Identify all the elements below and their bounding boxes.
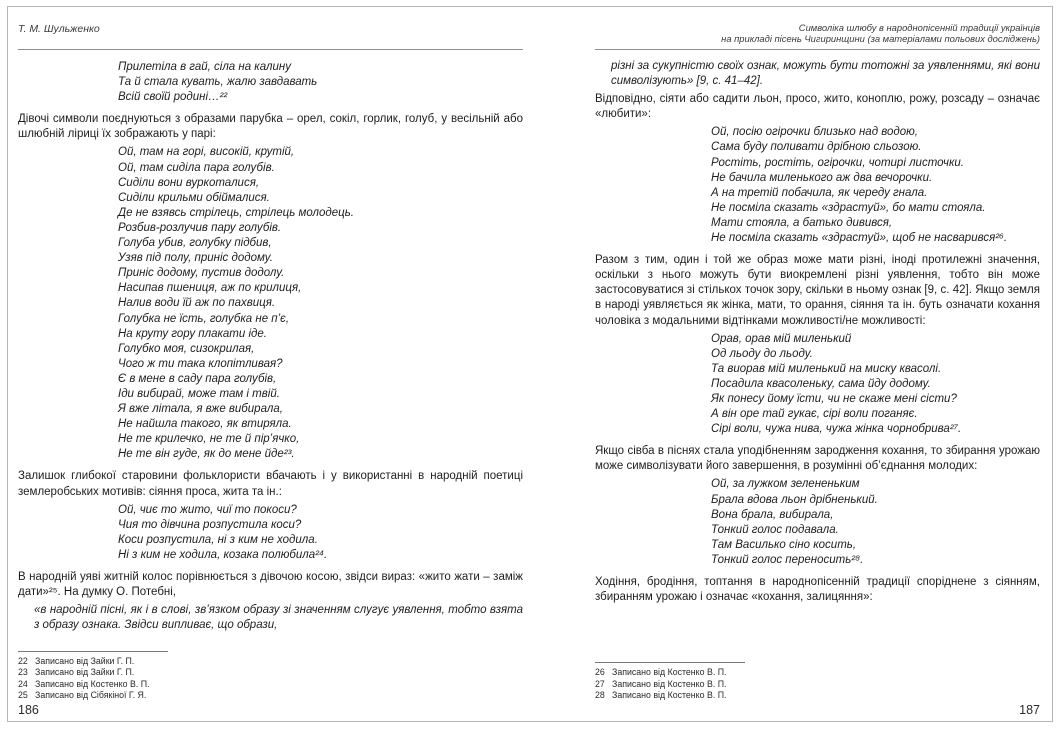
verse-line: Сиділи крильми обіймалися.: [118, 191, 270, 204]
verse-line: Голубко моя, сизокрилая,: [118, 342, 255, 355]
page-content-left: [18, 58, 523, 636]
verse-line: Я вже літала, я вже вибирала,: [118, 403, 283, 416]
footnote-number: 26: [595, 667, 605, 678]
verse-line: Брала вдова льон дрібненький.: [711, 493, 878, 506]
verse-line: Та й стала кувать, жалю завдавать: [118, 76, 318, 89]
verse-line: Вона брала, вибирала,: [711, 508, 834, 521]
verse-line: Посадила квасоленьку, сама йду додому.: [711, 377, 931, 390]
verse-line: Ой, за лужком зелененьким: [711, 478, 860, 491]
verse-line: Як понесу йому їсти, чи не скаже мені сісти?: [711, 392, 957, 405]
verse-line: Голуба убив, голубку підбив,: [118, 237, 272, 250]
verse-line: Не те він гуде, як до мене йде²³.: [118, 448, 295, 461]
footnote-list: [18, 656, 523, 701]
verse-line: Розбив-розлучив пару голубів.: [118, 221, 282, 234]
body-paragraph: Відповідно, сіяти або садити льон, просо, жито, коноплю, рожу, розсаду – означає «любити»:: [595, 93, 1040, 121]
verse-block: [711, 477, 1040, 568]
footnote: [595, 690, 1040, 701]
verse-line: Коси розпустила, ні з ким не ходила.: [118, 533, 318, 546]
verse-line: Ой, посію огірочки близько над водою,: [711, 126, 918, 139]
verse-line: Тонкий голос подавала.: [711, 523, 839, 536]
footnote-number: 23: [18, 667, 28, 678]
body-paragraph: В народній уяві житній колос порівнюється з дівочою косою, звідси вираз: «жито жати – заміж дати»²⁵. На думку О. Потебні,: [18, 571, 523, 599]
page-left: [18, 14, 523, 717]
footnote-number: 28: [595, 689, 605, 700]
footnote: [595, 679, 1040, 690]
footnote-number: 22: [18, 656, 28, 667]
footnote-rule: [595, 662, 745, 663]
verse-line: Не найшла такого, як втиряла.: [118, 418, 292, 431]
footnote-list: [595, 667, 1040, 701]
body-paragraph: Залишок глибокої старовини фольклористи вбачають і у використанні в народній поетиці землеробських мотивів: сіяння проса, жита та ін.:: [18, 470, 523, 498]
body-paragraph: Разом з тим, один і той же образ може мати різні, іноді протилежні значення, оскільки з нього можуть бути виокремлені різні уявлення, тобто він може застосовуватися зі стількох точок зору, скільки в ньому ознак [9, с. 42]. Якщо земля в народі уявляється як жінка, мати, то орання, сіяння та ін. буть означати кохання чоловіка з модальними відтінками можливості/не можливості:: [595, 254, 1040, 327]
verse-line: Ой, там на горі, високій, крутій,: [118, 146, 295, 159]
verse-line: Тонкий голос переносить²⁸.: [711, 553, 864, 566]
footnote-text: Записано від Зайки Г. П.: [35, 656, 135, 667]
verse-line: Орав, орав мій миленький: [711, 332, 852, 345]
footnote: [18, 656, 523, 667]
page-number-left: 186: [18, 703, 39, 717]
verse-line: Чого ж ти така клопітливая?: [118, 357, 283, 370]
verse-line: Од льоду до льоду.: [711, 347, 813, 360]
verse-line: На круту гору плакати іде.: [118, 327, 267, 340]
verse-line: Іди вибирай, може там і твій.: [118, 387, 280, 400]
verse-block: [711, 332, 1040, 438]
verse-line: Там Василько сіно косить,: [711, 538, 857, 551]
footnote-number: 24: [18, 678, 28, 689]
verse-line: А він оре тай гукає, сірі воли поганяє.: [711, 408, 918, 421]
article-title-line-2: на прикладі пісень Чигиринщини (за матеріалами польових досліджень): [721, 33, 1040, 45]
footnote-text: Записано від Костенко В. П.: [612, 689, 727, 700]
verse-line: Сиділи вони вуркоталися,: [118, 176, 260, 189]
page-content-right: [595, 58, 1040, 608]
verse-line: Не посміла сказать «здрастуй», бо мати стояла.: [711, 201, 986, 214]
footnotes-section-left: [18, 651, 523, 701]
body-paragraph: Дівочі символи поєднуються з образами парубка – орел, сокіл, горлик, голуб, у весільній або шлюбній ліриці їх зображають у парі:: [18, 113, 523, 141]
verse-block: [118, 503, 523, 563]
verse-line: Ростіть, ростіть, огірочки, чотирі листочки.: [711, 156, 964, 169]
running-header-left: [18, 14, 523, 50]
verse-block: [118, 60, 523, 105]
quote-paragraph: «в народній пісні, як і в слові, зв’язком образу зі значенням слугує уявлення, тобто взята з образу ознака. Звідси випливає, що образи,: [34, 604, 523, 632]
page-right: [595, 14, 1040, 717]
verse-line: Прилетіла в гай, сіла на калину: [118, 61, 291, 73]
verse-block: [118, 145, 523, 462]
verse-line: Є в мене в саду пара голубів,: [118, 372, 277, 385]
verse-line: Не посміла сказать «здрастуй», щоб не насварився²⁶.: [711, 232, 1008, 245]
footnote-text: Записано від Зайки Г. П.: [35, 667, 135, 678]
quote-paragraph: різні за сукупністю своїх ознак, можуть бути тотожні за уявленнями, які вони символізують» [9, с. 41–42].: [611, 60, 1040, 88]
verse-line: Чия то дівчина розпустила коси?: [118, 518, 302, 531]
verse-line: Не бачила миленького аж два вечорочки.: [711, 171, 933, 184]
verse-line: Всій своїй родині…²²: [118, 91, 228, 104]
verse-line: Приніс додому, пустив додолу.: [118, 267, 285, 280]
footnote-text: Записано від Сібякіної Г. Я.: [35, 689, 147, 700]
footnote-text: Записано від Костенко В. П.: [612, 678, 727, 689]
verse-line: Не те крилечко, не те й пір’ячко,: [118, 433, 300, 446]
footnote: [18, 690, 523, 701]
footnote-number: 27: [595, 678, 605, 689]
author-name: Т. М. Шульженко: [18, 23, 100, 35]
body-paragraph: Якщо сівба в піснях стала уподібненням зародження кохання, то збирання урожаю може символізувати його завершення, в розумінні об’єднання молодих:: [595, 445, 1040, 473]
verse-line: Голубка не їсть, голубка не п’є,: [118, 312, 290, 325]
verse-line: Ой, там сиділа пара голубів.: [118, 161, 275, 174]
verse-line: Де не взявсь стрілець, стрілець молодець.: [118, 206, 354, 219]
footnotes-section-right: [595, 662, 1040, 701]
verse-line: А на третій побачила, як череду гнала.: [711, 186, 928, 199]
page-number-right: 187: [1019, 703, 1040, 717]
article-title-line-1: Символіка шлюбу в народнопісенній традиції українців: [798, 21, 1040, 33]
running-header-right: [595, 14, 1040, 50]
footnote: [18, 679, 523, 690]
footnote: [595, 667, 1040, 678]
verse-line: Налив води їй аж по пахвиця.: [118, 297, 276, 310]
footnote-number: 25: [18, 689, 28, 700]
verse-line: Узяв під полу, приніс додому.: [118, 252, 273, 265]
footnote-rule: [18, 651, 168, 652]
verse-line: Мати стояла, а батько дивився,: [711, 216, 893, 229]
verse-line: Та виорав мій миленький на миску квасолі.: [711, 362, 942, 375]
body-paragraph: Ходіння, бродіння, топтання в народнопісенній традиції споріднене з сіянням, збиранням урожаю і означає «кохання, залицяння»:: [595, 576, 1040, 604]
verse-line: Сама буду поливати дрібною сльозою.: [711, 141, 922, 154]
verse-line: Ой, чиє то жито, чиї то покоси?: [118, 503, 297, 516]
verse-block: [711, 125, 1040, 246]
footnote-text: Записано від Костенко В. П.: [612, 667, 727, 678]
verse-line: Ні з ким не ходила, козака полюбила²⁴.: [118, 548, 328, 561]
footnote-text: Записано від Костенко В. П.: [35, 678, 150, 689]
verse-line: Насипав пшениця, аж по крилиця,: [118, 282, 302, 295]
verse-line: Сірі воли, чужа нива, чужа жінка чорнобрива²⁷.: [711, 423, 962, 436]
footnote: [18, 667, 523, 678]
